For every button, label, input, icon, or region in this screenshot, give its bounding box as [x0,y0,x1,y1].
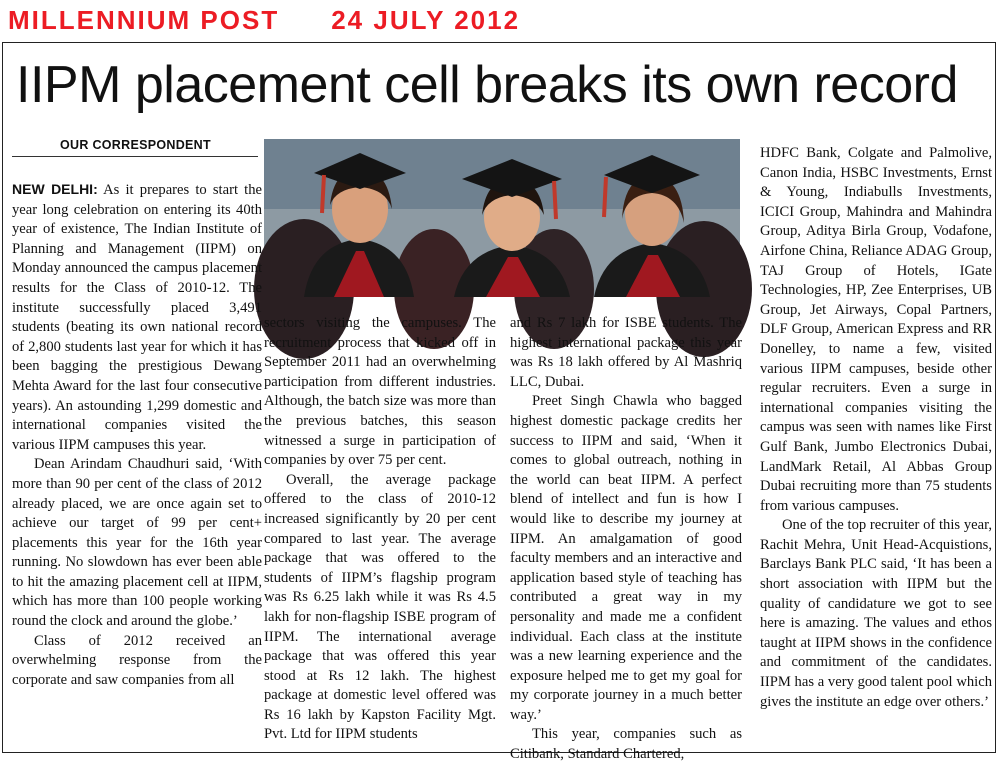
paragraph: Dean Arindam Chaudhuri said, ‘With more than 90 per cent of the class of 2012 already placed, we are once again set to achieve our target of 99 per cent+ placements this year for the 16th year running. No slowdown has ever been able to hit the amazing placement cell at IIPM, which has more than 100 people working round the clock and around the globe.’ [12,456,262,630]
paragraph: Preet Singh Chawla who bagged highest domestic package credits her success to IIPM and said, ‘When it comes to global outreach, nothing in the world can beat IIPM. A perfect blend of intellect and fun is how I would like to describe my journey at IIPM. An amalgamation of good faculty members and an interactive and application based style of teaching has contributed a great way in my personality and made me a confident individual. Each class at the institute was a new learning experience and the exposure helped me to get my goal for my corporate journey in a much better way.’ [510,393,742,723]
graduates-illustration [264,139,740,297]
newspaper-name: MILLENNIUM POST [8,4,280,35]
paragraph: Overall, the average package offered to the class of 2010-12 increased significantly by 20 per cent compared to last year. The average package that was offered to the students of IIPM’s flagship program was Rs 6.25 lakh while it was Rs 4.5 lakh for non-flagship ISBE program of IIPM. The international average package that was offered this year stood at Rs 12 lakh. The highest package at domestic level offered was Rs 16 lakh by Kapston Facility Mgt. Pvt. Ltd for IIPM students [264,471,496,743]
masthead [8,2,520,38]
paragraph: Class of 2012 received an overwhelming response from the corporate and saw companies from all [12,632,262,688]
paragraph: This year, companies such as Citibank, Standard Chartered, [510,726,742,763]
article-column-3 [510,314,742,763]
paragraph: and Rs 7 lakh for ISBE students. The highest international package this year was Rs 18 lakh offered by Al Mashriq LLC, Dubai. [510,315,742,390]
headline: IIPM placement cell breaks its own record [16,56,958,114]
article-column-2 [264,314,496,750]
dateline: NEW DELHI: [12,181,98,197]
graduates-photo [264,139,740,297]
paragraph: sectors visiting the campuses. The recruitment process that kicked off in September 2011 had an overwhelming participation from different industries. Although, the batch size was more than the previous batches, this season witnessed a surge in participation of companies by over 75 per cent. [264,315,496,469]
paragraph: HDFC Bank, Colgate and Palmolive, Canon India, HSBC Investments, Ernst & Young, Indiabulls Investments, ICICI Group, Mahindra and Mahindra Group, Aditya Birla Group, Vodafone, Airfone China, Reliance ADAG Group, TAJ Group of Hotels, IGate Technologies, HP, Zee Enterprises, UB Group, Jet Airways, Copal Partners, DLF Group, American Express and RR Donelley, to name a few, visited various IIPM campuses, beside other regular recruiters. Even a surge in international companies visiting the campus was seen with names like First Gulf Bank, Jumbo Electronics Dubai, LandMark Retail, Al Abbas Group Dubai recruiting more than 75 students from various campuses. [760,145,992,514]
article-column-1 [12,180,262,750]
byline-rule [12,156,258,157]
paragraph: One of the top recruiter of this year, Rachit Mehra, Unit Head-Acquistions, Barclays Bank PLC said, ‘It has been a short association with IIPM but the quality of candidature we got to see here is amazing. The values and ethos taught at IIPM shows in the confidence and commitment of the candidates. IIPM has a very good talent pool which gives the institute an edge over others.’ [760,517,992,710]
publication-date: 24 JULY 2012 [331,4,521,35]
paragraph: As it prepares to start the year long celebration on entering its 40th year of existence, The Indian Institute of Planning and Management (IIPM) on Monday announced the campus placement results for the Class of 2010-12. The institute successfully placed 3,491 students (beating its own national record of 2,800 students last year for which it has been bagging the prestigious Dewang Mehta Award for the last four consecutive years). An astounding 1,299 domestic and international companies visited the various IIPM campuses this year. [12,182,262,453]
article-column-4 [760,144,992,750]
byline: OUR CORRESPONDENT [60,138,211,152]
